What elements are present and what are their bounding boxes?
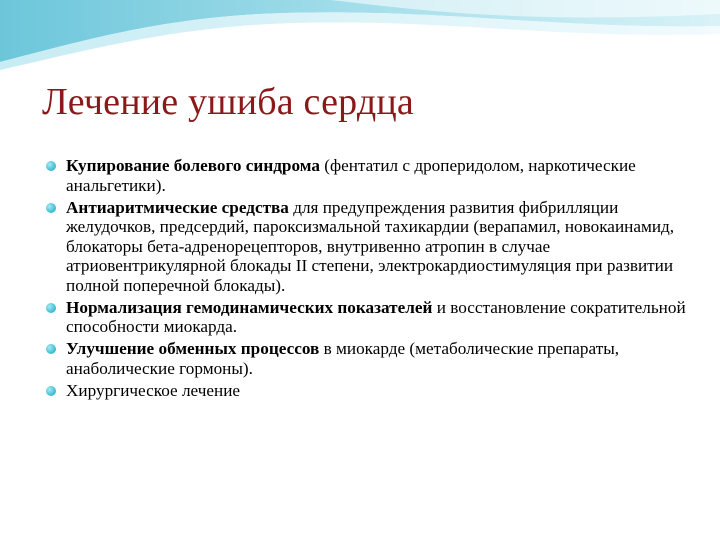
bullet-bold-text: Купирование болевого синдрома (66, 156, 320, 175)
list-item (46, 156, 696, 195)
bullet-text: (фентатил с дроперидолом, наркотические анальгетики). (66, 156, 636, 195)
bullet-text: Хирургическое лечение (66, 380, 241, 400)
bullet-icon (46, 203, 56, 213)
bullet-text: в миокарде (метаболические препараты, анаболические гормоны). (66, 339, 620, 378)
bullet-icon (46, 386, 56, 396)
bullet-bold-text: Нормализация гемодинамических показателей (66, 297, 433, 317)
bullet-icon (46, 344, 56, 354)
bullet-bold-text: Антиаритмические средства (66, 197, 289, 217)
list-item (46, 381, 696, 401)
bullet-icon (46, 161, 56, 171)
bullet-list (46, 156, 696, 403)
list-item (46, 339, 696, 378)
header-wave-decoration (0, 0, 720, 90)
bullet-icon (46, 303, 56, 313)
slide-title: Лечение ушиба сердца (42, 81, 414, 123)
list-item (46, 198, 696, 296)
bullet-text: для предупреждения развития фибрилляции желудочков, предсердий, пароксизмальной тахикардии (верапамил, новокаинамид, блокаторы бета-адренорецепторов, внутривенно атропин в случае атриовентрикулярной блокады II степени, электрокардиостимуляция при развитии полной поперечной блокады). (66, 197, 675, 295)
bullet-text: и восстановление сократительной способности миокарда. (66, 297, 686, 336)
list-item (46, 298, 696, 337)
bullet-bold-text: Улучшение обменных процессов (66, 339, 320, 358)
